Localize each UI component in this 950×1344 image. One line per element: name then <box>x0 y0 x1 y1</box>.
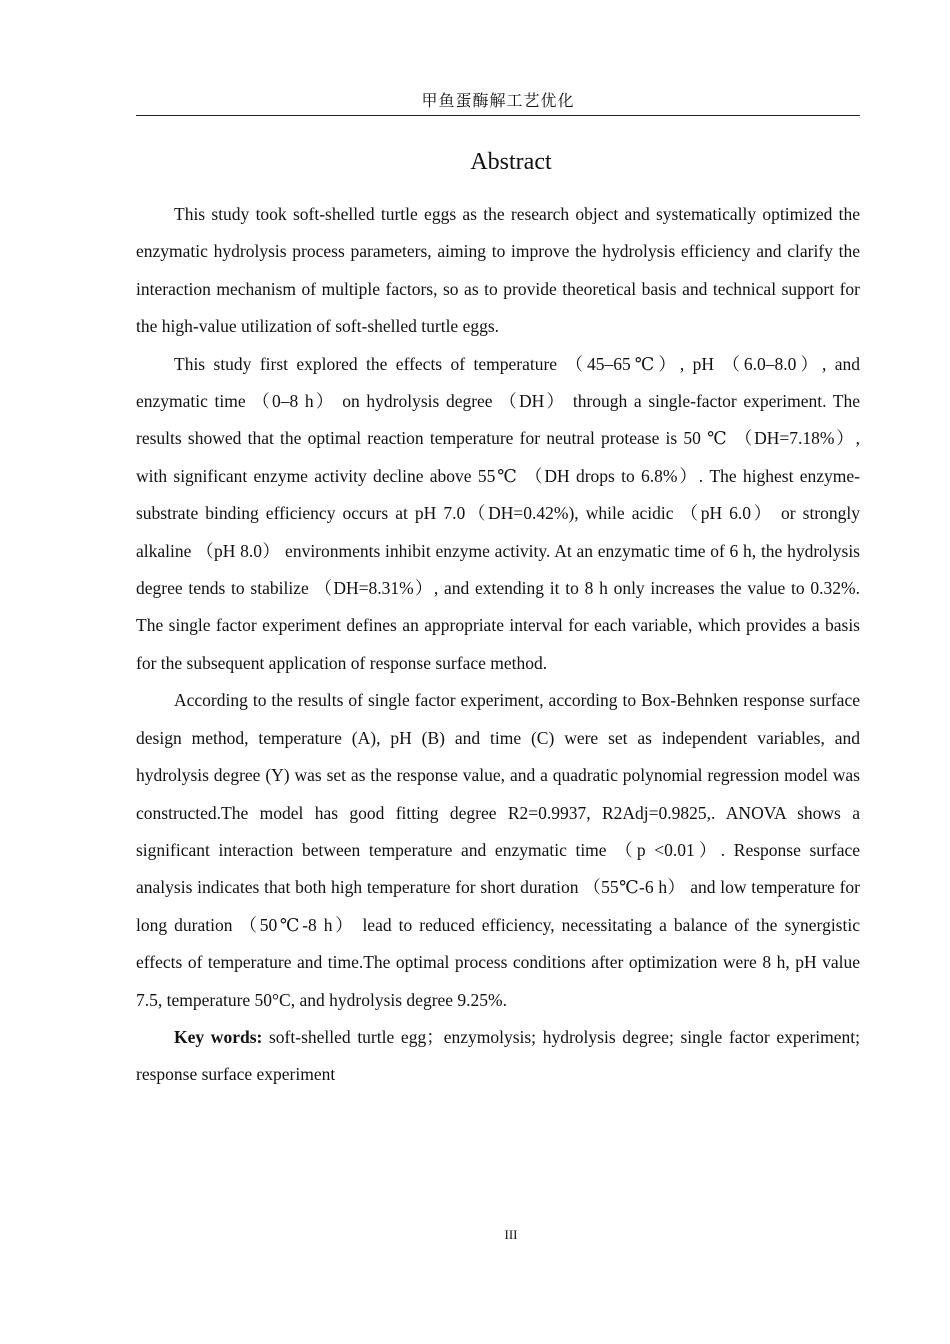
keywords-label: Key words: <box>174 1026 263 1047</box>
header-rule <box>136 115 860 116</box>
keywords <box>136 1019 860 1094</box>
running-header: 甲鱼蛋酶解工艺优化 <box>421 93 575 110</box>
keywords-text: soft-shelled turtle egg；enzymolysis; hydrolysis degree; single factor experiment; response surface experiment <box>136 1026 860 1085</box>
abstract-paragraph-1: This study took soft-shelled turtle eggs as the research object and systematically optimized the enzymatic hydrolysis process parameters, aiming to improve the hydrolysis efficiency and clarify the interaction mechanism of multiple factors, so as to provide theoretical basis and technical support for the high-value utilization of soft-shelled turtle eggs. <box>136 204 860 337</box>
abstract-body <box>136 196 860 1094</box>
abstract-paragraph-3: According to the results of single factor experiment, according to Box-Behnken response surface design method, temperature (A), pH (B) and time (C) were set as independent variables, and hydrolysis degree (Y) was set as the response value, and a quadratic polynomial regression model was constructed.The model has good fitting degree R2=0.9937, R2Adj=0.9825,. ANOVA shows a significant interaction between temperature and enzymatic time （p <0.01）. Response surface analysis indicates that both high temperature for short duration （55℃-6 h） and low temperature for long duration （50℃-8 h） lead to reduced efficiency, necessitating a balance of the synergistic effects of temperature and time.The optimal process conditions after optimization were 8 h, pH value 7.5, temperature 50°C, and hydrolysis degree 9.25%. <box>136 690 860 1010</box>
page-number: III <box>504 1227 518 1242</box>
abstract-title: Abstract <box>470 149 552 175</box>
abstract-paragraph-2: This study first explored the effects of temperature （45–65℃）, pH （6.0–8.0）, and enzymatic time （0–8 h） on hydrolysis degree （DH） through a single-factor experiment. The results showed that the optimal reaction temperature for neutral protease is 50 ℃ （DH=7.18%）, with significant enzyme activity decline above 55℃ （DH drops to 6.8%）. The highest enzyme-substrate binding efficiency occurs at pH 7.0（DH=0.42%), while acidic （pH 6.0） or strongly alkaline （pH 8.0） environments inhibit enzyme activity. At an enzymatic time of 6 h, the hydrolysis degree tends to stabilize （DH=8.31%）, and extending it to 8 h only increases the value to 0.32%. The single factor experiment defines an appropriate interval for each variable, which provides a basis for the subsequent application of response surface method. <box>136 353 860 673</box>
